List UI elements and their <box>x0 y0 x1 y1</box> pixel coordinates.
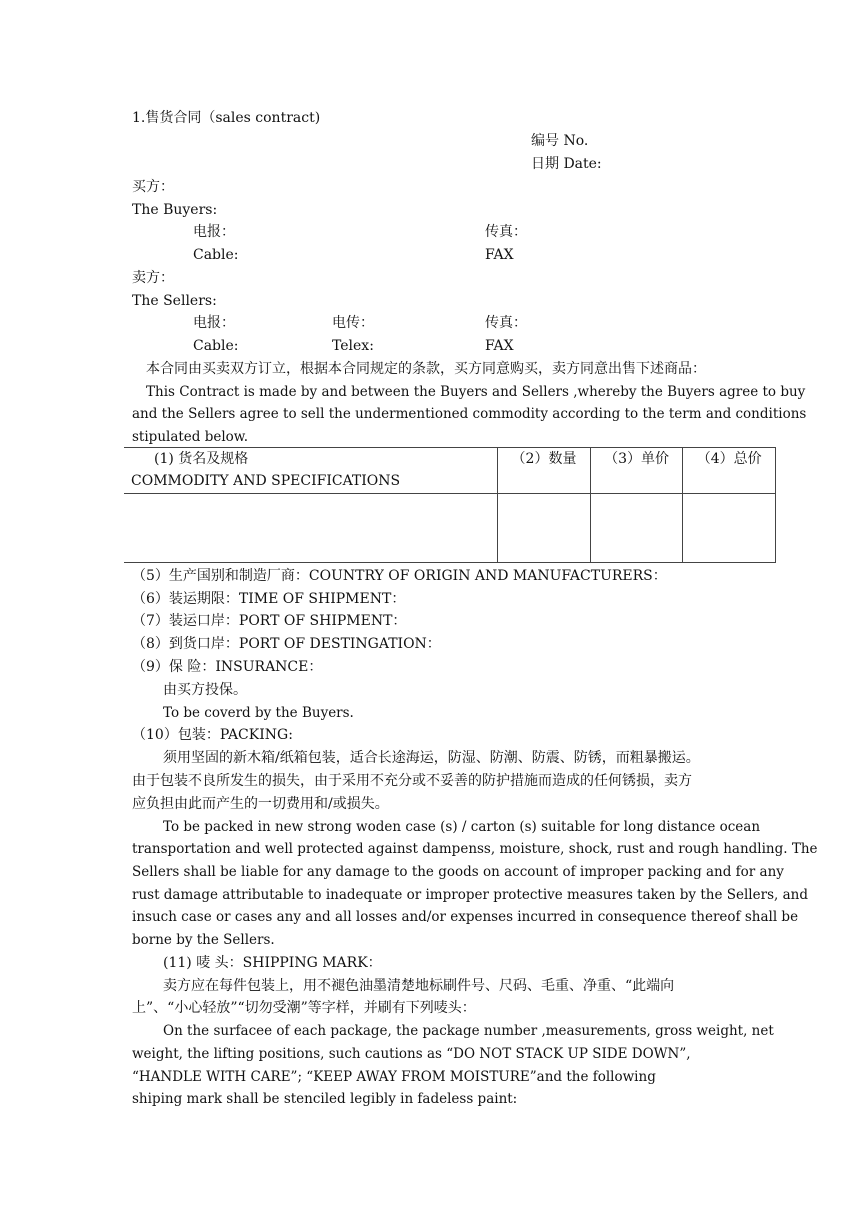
contract-title: 1.售货合同（sales contract) <box>132 110 321 126</box>
intro-en-line-3: stipulated below. <box>132 429 249 445</box>
clause-10-en-line-2: transportation and well protected against dampenss, moisture, shock, rust and rough handling. The <box>132 841 818 857</box>
commodity-table <box>124 447 776 563</box>
buyers-fax-en: FAX <box>485 247 514 263</box>
clause-10-packing: （10）包装：PACKING: <box>132 727 293 743</box>
clause-9-text-cn: 由买方投保。 <box>163 682 247 698</box>
commodity-cell[interactable] <box>124 494 498 563</box>
sellers-label-en: The Sellers: <box>132 293 217 309</box>
buyers-label-cn: 买方： <box>132 179 174 195</box>
clause-9-insurance: （9）保 险：INSURANCE： <box>132 659 323 675</box>
clause-10-cn-line-1: 须用坚固的新木箱/纸箱包装，适合长途海运，防湿、防潮、防震、防锈，而粗暴搬运。 <box>163 750 700 766</box>
buyers-cable-cn: 电报： <box>193 224 235 240</box>
quantity-cell[interactable] <box>498 494 591 563</box>
clause-10-en-line-6: borne by the Sellers. <box>132 932 275 948</box>
table-row <box>124 494 776 563</box>
sellers-telex-en: Telex: <box>332 338 374 354</box>
buyers-label-en: The Buyers: <box>132 202 218 218</box>
clause-6-shipment-time: （6）装运期限：TIME OF SHIPMENT： <box>132 591 406 607</box>
contract-date-label: 日期 Date: <box>531 156 602 172</box>
clause-11-en-line-1: On the surfacee of each package, the package number ,measurements, gross weight, net <box>163 1023 774 1039</box>
clause-11-en-line-3: “HANDLE WITH CARE”; “KEEP AWAY FROM MOISTURE”and the following <box>132 1069 656 1085</box>
clause-7-port-shipment: （7）装运口岸：PORT OF SHIPMENT： <box>132 613 407 629</box>
commodity-header-cell <box>124 448 498 494</box>
sellers-fax-en: FAX <box>485 338 514 354</box>
unit-price-header-cell <box>590 448 683 494</box>
clause-10-en-line-1: To be packed in new strong woden case (s) / carton (s) suitable for long distance ocean <box>163 819 761 835</box>
sellers-cable-en: Cable: <box>193 338 239 354</box>
clause-10-en-line-4: rust damage attributable to inadequate or improper protective measures taken by the Sellers, and <box>132 887 808 903</box>
sellers-cable-cn: 电报： <box>193 315 235 331</box>
sellers-fax-cn: 传真： <box>485 315 527 331</box>
total-price-cell[interactable] <box>683 494 776 563</box>
table-header-row <box>124 448 776 494</box>
intro-en-line-2: and the Sellers agree to sell the undermentioned commodity according to the term and conditions <box>132 406 807 422</box>
buyers-fax-cn: 传真： <box>485 224 527 240</box>
clause-11-cn-line-2: 上”、“小心轻放”“切勿受潮”等字样，并刷有下列唛头： <box>132 1000 476 1016</box>
unit-price-header: （3）单价 <box>604 451 670 467</box>
clause-5-origin: （5）生产国别和制造厂商：COUNTRY OF ORIGIN AND MANUFACTURERS： <box>132 568 667 584</box>
clause-10-en-line-3: Sellers shall be liable for any damage to the goods on account of improper packing and for any <box>132 864 784 880</box>
total-price-header: （4）总价 <box>696 451 762 467</box>
sellers-label-cn: 卖方： <box>132 270 174 286</box>
intro-cn: 本合同由买卖双方订立，根据本合同规定的条款，买方同意购买，卖方同意出售下述商品： <box>146 361 706 377</box>
quantity-header: （2）数量 <box>511 451 577 467</box>
clause-10-en-line-5: insuch case or cases any and all losses and/or expenses incurred in consequence thereof shall be <box>132 909 799 925</box>
sellers-telex-cn: 电传： <box>332 315 374 331</box>
clause-9-text-en: To be coverd by the Buyers. <box>163 705 354 721</box>
commodity-header-cn: (1) 货名及规格 <box>154 451 249 467</box>
clause-8-port-destination: （8）到货口岸：PORT OF DESTINGATION： <box>132 636 441 652</box>
quantity-header-cell <box>498 448 591 494</box>
contract-number-label: 编号 No. <box>531 133 589 149</box>
buyers-cable-en: Cable: <box>193 247 239 263</box>
clause-11-cn-line-1: 卖方应在每件包装上，用不褪色油墨清楚地标刷件号、尺码、毛重、净重、“此端向 <box>163 978 675 994</box>
intro-en-line-1: This Contract is made by and between the Buyers and Sellers ,whereby the Buyers agree to buy <box>146 384 806 400</box>
clause-10-cn-line-3: 应负担由此而产生的一切费用和/或损失。 <box>132 796 389 812</box>
clause-11-en-line-4: shiping mark shall be stenciled legibly in fadeless paint: <box>132 1091 518 1107</box>
unit-price-cell[interactable] <box>590 494 683 563</box>
clause-11-en-line-2: weight, the lifting positions, such cautions as “DO NOT STACK UP SIDE DOWN”, <box>132 1046 691 1062</box>
clause-11-shipping-mark: (11) 唛 头：SHIPPING MARK： <box>163 955 382 971</box>
clause-10-cn-line-2: 由于包装不良所发生的损失，由于采用不充分或不妥善的防护措施而造成的任何锈损，卖方 <box>132 773 692 789</box>
total-price-header-cell <box>683 448 776 494</box>
commodity-header-en: COMMODITY AND SPECIFICATIONS <box>131 473 401 489</box>
